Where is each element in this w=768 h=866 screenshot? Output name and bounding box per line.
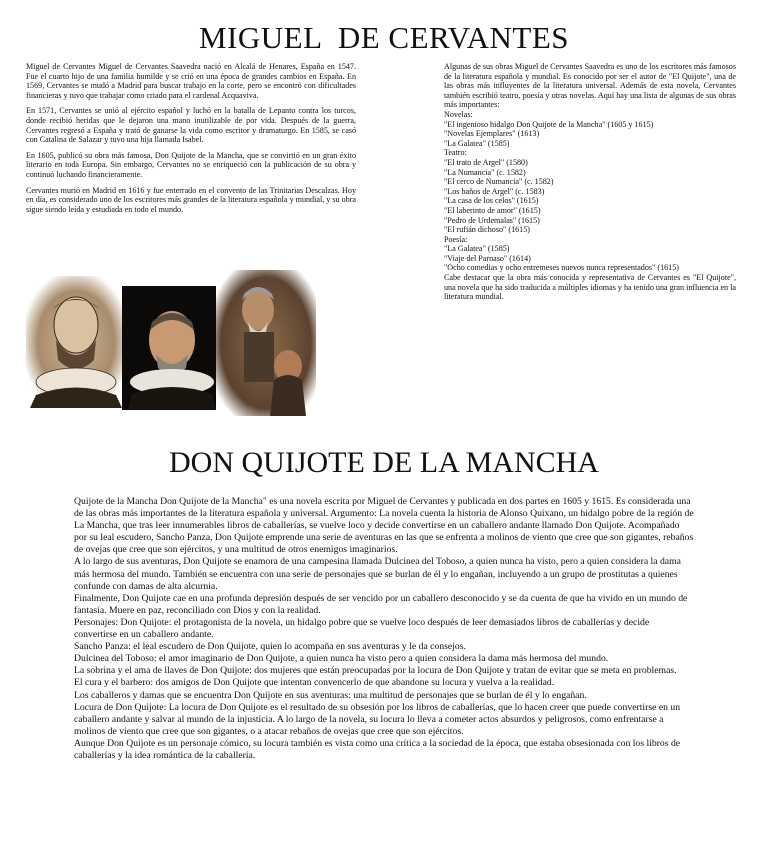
works-closing: Cabe destacar que la obra más conocida y representativa de Cervantes es "El Quijote", una novela que ha sido traducida a múltiples idiomas y ha tenido una gran influencia en la literatura mundial. <box>444 273 736 302</box>
don-quijote-painting <box>216 270 316 416</box>
section-title: DON QUIJOTE DE LA MANCHA <box>169 446 599 479</box>
biography-paragraph: Cervantes murió en Madrid en 1616 y fue enterrado en el convento de las Trinitarias Descalzas. Hoy en día, es considerado uno de los escritores más grandes de la literatura española y mundial, y su obra sigue siendo leída y estudiada en todo el mundo. <box>26 185 356 214</box>
works-line: "El rufián dichoso" (1615) <box>444 225 530 235</box>
works-intro: Algunas de sus obras Miguel de Cervantes Saavedra es uno de los escritores más famosos de la literatura española y mundial. Es conocido por ser el autor de "El Quijote", una de las obras más influyentes de la literatura universal. Además de esta novela, Cervantes también escribió teatro, poesía y otras novelas. Aquí hay una lista de algunas de sus obras más importantes: <box>444 62 736 110</box>
summary-paragraph: Locura de Don Quijote: La locura de Don Quijote es el resultado de su obsesión por los libros de caballerías, que lo hacen creer que puede convertirse en un caballero andante y salvar al mundo de la injusticia. A lo largo de la novela, su locura lo lleva a cometer actos absurdos y peligrosos, como enfrentarse a molinos de viento que cree que son gigantes, o a atacar rebaños de ovejas que cree que son ejércitos. <box>74 701 681 737</box>
works-line: Poesía: <box>444 234 468 244</box>
summary-paragraph: Dulcinea del Toboso: el amor imaginario de Don Quijote, a quien nunca ha visto pero a quien considera la dama más hermosa del mundo. <box>74 653 609 665</box>
biography-column <box>26 62 356 220</box>
summary-paragraph: Quijote de la Mancha Don Quijote de la Mancha" es una novela escrita por Miguel de Cervantes y publicada en dos partes en 1605 y 1615. Es considerada una de las obras más importantes de la literatura española y universal. Argumento: La novela cuenta la historia de Alonso Quixano, un hidalgo pobre de la región de La Mancha, que tras leer innumerables libros de caballerías, se vuelve loco y decide convertirse en un caballero andante llamado Don Quijote. Acompañado por su leal escudero, Sancho Panza, Don Quijote emprende una serie de aventuras en las que se enfrenta a molinos de viento que cree que son gigantes, rebaños de ovejas que cree que son ejércitos, y una multitud de otros enemigos imaginarios. <box>74 496 694 556</box>
cervantes-portraits-image <box>26 270 316 416</box>
works-line: "El trato de Argel" (1580) <box>444 157 528 167</box>
painted-portrait <box>122 286 222 410</box>
works-line: "La casa de los celos" (1615) <box>444 196 539 206</box>
summary-paragraph: Los caballeros y damas que se encuentra Don Quijote en sus aventuras: una multitud de personajes que se burlan de él y lo engañan. <box>74 689 587 701</box>
works-line: "El ingenioso hidalgo Don Quijote de la Mancha" (1605 y 1615) <box>444 119 654 129</box>
summary-paragraph: Sancho Panza: el leal escudero de Don Quijote, quien lo acompaña en sus aventuras y le da consejos. <box>74 641 466 653</box>
works-line: "El cerco de Numancia" (c. 1582) <box>444 177 554 187</box>
works-line: Teatro: <box>444 148 467 158</box>
summary-paragraph: El cura y el barbero: dos amigos de Don Quijote que intentan convencerlo de que abandone su locura y vuelva a la realidad. <box>74 677 555 689</box>
works-line: "El laberinto de amor" (1615) <box>444 205 541 215</box>
biography-paragraph: Miguel de Cervantes Miguel de Cervantes Saavedra nació en Alcalá de Henares, España en 1547. Fue el cuarto hijo de una familia humilde y se crió en una época de grandes cambios en España. En 1569, Cervantes se mudó a Madrid para buscar trabajo en la corte, pero se encontró con dificultades financieras y tuvo que trabajar como criado para el cardenal Acquaviva. <box>26 62 356 100</box>
summary-paragraph: Aunque Don Quijote es un personaje cómico, su locura también es vista como una crítica a la sociedad de la época, que estaba obsesionada con los libros de caballerías y la idea romántica de la caballería. <box>74 737 681 761</box>
summary-paragraph: Finalmente, Don Quijote cae en una profunda depresión después de ser vencido por un caballero desconocido y se da cuenta de que ha vivido en un mundo de fantasía. Muere en paz, reconciliado con Dios y con la realidad. <box>74 592 688 616</box>
novel-summary <box>74 496 694 762</box>
summary-paragraph: A lo largo de sus aventuras, Don Quijote se enamora de una campesina llamada Dulcinea del Toboso, a quien nunca ha visto, pero a quien considera la dama más hermosa del mundo. También se encuentra con una serie de personajes que se burlan de él y lo engañan, incluyendo a un grupo de prostitutas a quienes confunde con damas de alta alcurnia. <box>74 556 681 592</box>
works-line: "Novelas Ejemplares" (1613) <box>444 129 540 139</box>
works-line: "Los baños de Argel" (c. 1583) <box>444 186 545 196</box>
summary-paragraph: La sobrina y el ama de llaves de Don Quijote: dos mujeres que están preocupadas por la locura de Don Quijote y tratan de evitar que se meta en problemas. <box>74 665 677 677</box>
works-line: "Ocho comedias y ocho entremeses nuevos nunca representados" (1615) <box>444 263 679 273</box>
works-line: "La Galatea" (1585) <box>444 244 510 254</box>
works-line: "Viaje del Parnaso" (1614) <box>444 253 531 263</box>
works-line: "Pedro de Urdemalas" (1615) <box>444 215 540 225</box>
works-line: "La Numancia" (c. 1582) <box>444 167 526 177</box>
works-line: "La Galatea" (1585) <box>444 138 510 148</box>
works-line: Novelas: <box>444 109 473 119</box>
engraving-portrait <box>26 276 126 408</box>
page-title: MIGUEL DE CERVANTES <box>198 20 570 55</box>
works-column <box>444 62 736 302</box>
portrait-collage <box>26 270 316 416</box>
summary-paragraph: Personajes: Don Quijote: el protagonista de la novela, un hidalgo pobre que se vuelve loco después de leer demasiados libros de caballerías y decide convertirse en un caballero andante. <box>74 616 650 641</box>
biography-paragraph: En 1605, publicó su obra más famosa, Don Quijote de la Mancha, que se convirtió en un gran éxito literario en toda Europa. Sin embargo, Cervantes no se enriqueció con la publicación de su obra y continuó luchando financieramente. <box>26 150 356 179</box>
biography-paragraph: En 1571, Cervantes se unió al ejército español y luchó en la batalla de Lepanto contra los turcos, donde recibió heridas que le dejaron una mano inutilizable de por vida. Después de la guerra, Cervantes regresó a España y trató de ganarse la vida como escritor y dramaturgo. En 1585, se casó con Catalina de Salazar y tuvo una hija llamada Isabel. <box>26 106 356 145</box>
